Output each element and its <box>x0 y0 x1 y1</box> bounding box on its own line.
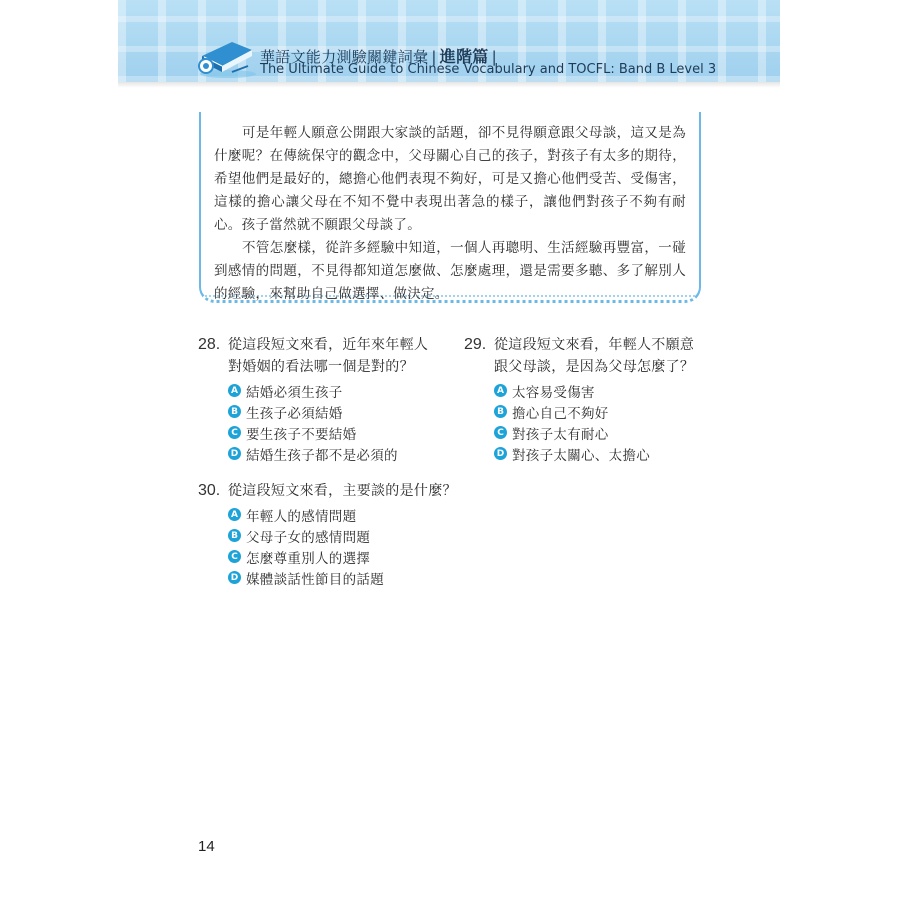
option-badge-c: C <box>228 426 241 439</box>
option-badge-d: D <box>494 447 507 460</box>
option-d[interactable] <box>228 443 430 464</box>
question-text: 從這段短文來看，近年來年輕人對婚姻的看法哪一個是對的？ <box>228 337 429 375</box>
passage-paragraph-1: 可是年輕人願意公開跟大家談的話題，卻不見得願意跟父母談，這又是為什麼呢？在傳統保守的觀念中，父母關心自己的孩子，對孩子有太多的期待，希望他們是最好的，總擔心他們表現不夠好，可是又擔心他們受苦、受傷害，這樣的擔心讓父母在不知不覺中表現出著急的樣子，讓他們對孩子不夠有耐心。孩子當然就不願跟父母談了。 <box>214 125 686 233</box>
option-text: 生孩子必須結婚 <box>246 405 343 422</box>
header-shadow <box>118 82 780 88</box>
option-badge-a: A <box>228 384 241 397</box>
option-b[interactable] <box>228 525 498 546</box>
page-header <box>118 0 780 82</box>
question-text: 從這段短文來看，主要談的是什麼？ <box>228 483 457 499</box>
option-badge-d: D <box>228 571 241 584</box>
option-badge-b: B <box>494 405 507 418</box>
question-30 <box>198 480 498 588</box>
question-28 <box>198 334 430 464</box>
option-d[interactable] <box>494 443 696 464</box>
option-badge-c: C <box>494 426 507 439</box>
option-a[interactable] <box>228 504 498 525</box>
book-page <box>118 0 780 900</box>
option-c[interactable] <box>228 422 430 443</box>
option-badge-a: A <box>494 384 507 397</box>
option-text: 太容易受傷害 <box>512 384 595 401</box>
option-text: 媒體談話性節目的話題 <box>246 571 384 588</box>
page-number: 14 <box>198 838 215 855</box>
option-b[interactable] <box>228 401 430 422</box>
option-text: 對孩子太有耐心 <box>512 426 609 443</box>
option-text: 結婚生孩子都不是必須的 <box>246 447 398 464</box>
option-text: 要生孩子不要結婚 <box>246 426 357 443</box>
option-badge-d: D <box>228 447 241 460</box>
level-title: 進階篇 <box>439 47 489 66</box>
book-icon <box>192 36 258 80</box>
question-number: 28. <box>198 336 221 353</box>
reading-passage <box>214 122 686 306</box>
option-d[interactable] <box>228 567 498 588</box>
option-text: 擔心自己不夠好 <box>512 405 609 422</box>
option-a[interactable] <box>228 380 430 401</box>
option-a[interactable] <box>494 380 696 401</box>
option-text: 對孩子太關心、太擔心 <box>512 447 650 464</box>
option-text: 父母子女的感情問題 <box>246 529 371 546</box>
option-badge-b: B <box>228 529 241 542</box>
options-list <box>228 380 430 464</box>
passage-paragraph-2: 不管怎麼樣，從許多經驗中知道，一個人再聰明、生活經驗再豐富，一碰到感情的問題，不見得都知道怎麼做、怎麼處理，還是需要多聽、多了解別人的經驗，來幫助自己做選擇、做決定。 <box>214 240 686 302</box>
option-badge-a: A <box>228 508 241 521</box>
option-c[interactable] <box>228 546 498 567</box>
series-title: 華語文能力測驗關鍵詞彙 <box>260 48 429 66</box>
title-separator-trailing: | <box>491 48 497 66</box>
option-text: 年輕人的感情問題 <box>246 508 357 525</box>
option-text: 怎麼尊重別人的選擇 <box>246 550 371 567</box>
option-badge-c: C <box>228 550 241 563</box>
title-separator: | <box>431 48 437 66</box>
option-badge-b: B <box>228 405 241 418</box>
header-title-en: The Ultimate Guide to Chinese Vocabulary and TOCFL: Band B Level 3 <box>260 62 717 77</box>
option-c[interactable] <box>494 422 696 443</box>
option-b[interactable] <box>494 401 696 422</box>
question-number: 29. <box>464 336 487 353</box>
option-text: 結婚必須生孩子 <box>246 384 343 401</box>
options-list <box>494 380 696 464</box>
question-29 <box>464 334 696 464</box>
question-number: 30. <box>198 482 221 499</box>
question-text: 從這段短文來看，年輕人不願意跟父母談，是因為父母怎麼了？ <box>494 337 695 375</box>
options-list <box>228 504 498 588</box>
